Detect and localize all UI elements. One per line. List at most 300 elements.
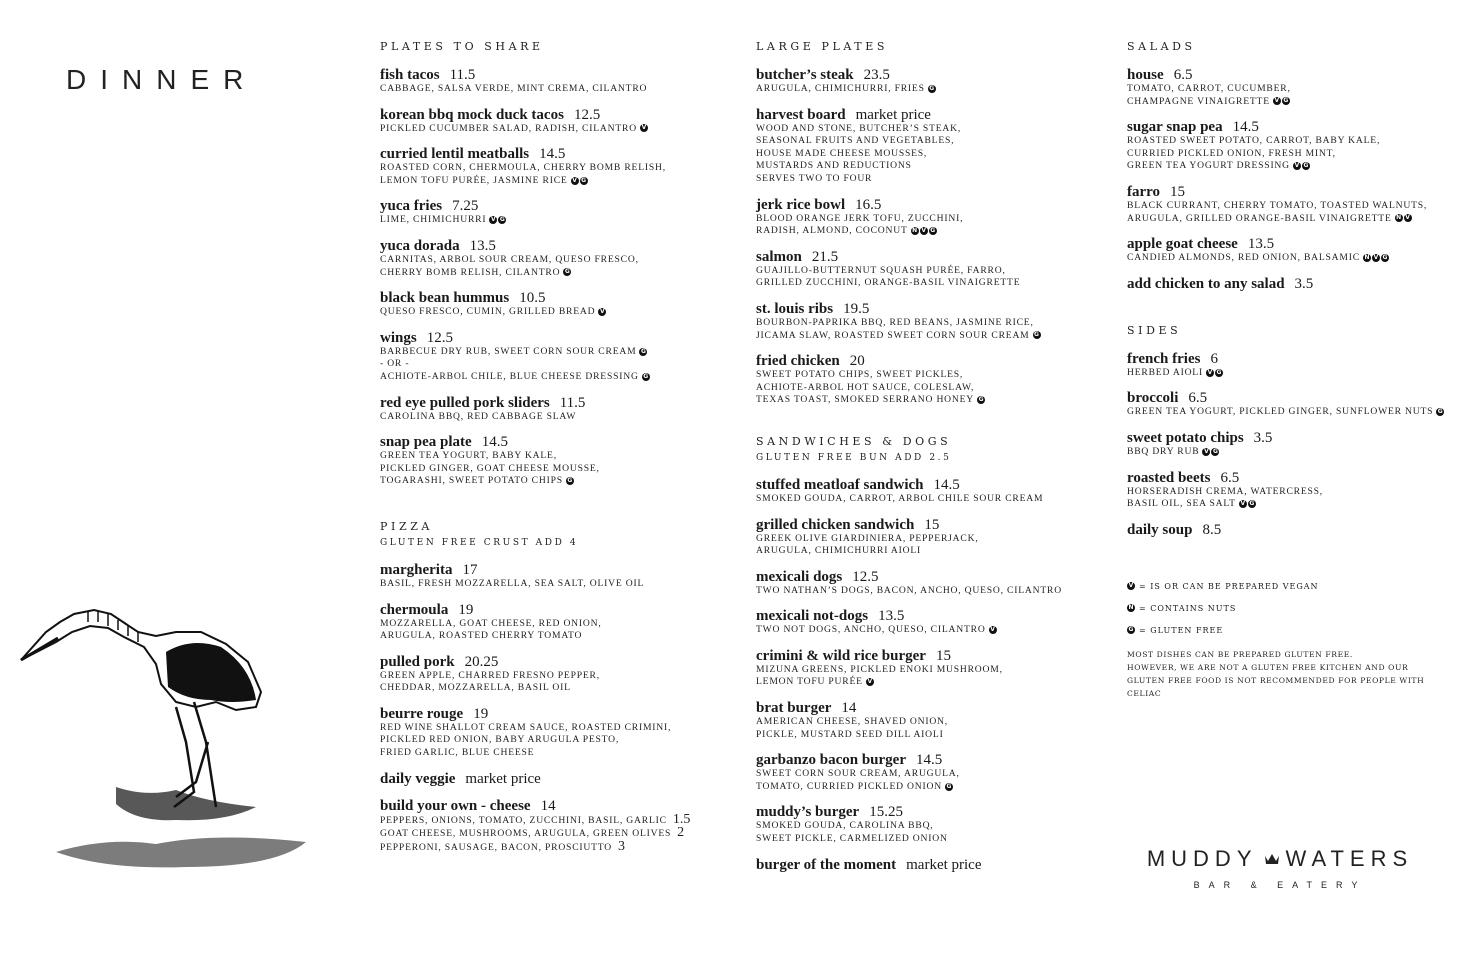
section-salads <box>1127 40 1457 292</box>
item-heading <box>756 249 1101 265</box>
brand-logo <box>1125 846 1435 890</box>
vegan-badge-icon: V <box>1294 162 1300 170</box>
item-description <box>1127 252 1457 265</box>
gluten-free-badge-icon: G <box>1212 447 1218 455</box>
menu-item <box>1127 276 1457 292</box>
item-heading <box>756 857 1101 873</box>
item-description <box>756 585 1101 598</box>
item-description <box>1127 200 1457 225</box>
item-name: daily veggie <box>380 770 456 787</box>
menu-item <box>756 608 1101 637</box>
item-heading <box>1127 522 1457 538</box>
item-description-text: RED WINE SHALLOT CREAM SAUCE, ROASTED CRIMINI, PICKLED RED ONION, BABY ARUGULA PESTO, FRIED GARLIC, BLUE CHEESE <box>380 721 672 759</box>
menu-item <box>380 330 730 384</box>
item-description-text: BLOOD ORANGE JERK TOFU, ZUCCHINI, RADISH, ALMOND, COCONUT <box>756 212 964 237</box>
item-description-text: MIZUNA GREENS, PICKLED ENOKI MUSHROOM, LEMON TOFU PURÉE <box>756 663 1003 688</box>
gluten-free-badge-icon: G <box>581 176 587 184</box>
item-description-text: SMOKED GOUDA, CAROLINA BBQ, SWEET PICKLE, CARMELIZED ONION <box>756 820 948 845</box>
gluten-free-badge-icon: G <box>1382 253 1388 261</box>
diet-badges <box>598 306 607 319</box>
gluten-free-badge-icon: G <box>499 216 505 224</box>
diet-badges <box>571 175 589 188</box>
item-heading <box>1127 470 1457 486</box>
item-heading <box>756 569 1101 585</box>
item-price: market price <box>465 770 541 787</box>
item-price: 7.25 <box>452 198 479 215</box>
vegan-badge-icon: V <box>1128 582 1134 590</box>
item-heading <box>380 654 730 670</box>
item-description-alt: - OR - <box>380 358 410 370</box>
item-price: 15 <box>935 647 951 664</box>
diet-badges <box>1293 160 1311 173</box>
menu-item <box>756 107 1101 186</box>
item-name: house <box>1127 67 1164 83</box>
menu-item <box>1127 470 1457 511</box>
item-name: sweet potato chips <box>1127 429 1244 446</box>
legend-text: = CONTAINS NUTS <box>1139 603 1237 613</box>
item-description <box>756 369 1101 407</box>
menu-item <box>756 197 1101 238</box>
gluten-free-badge-icon: G <box>564 268 570 276</box>
menu-item <box>756 477 1101 506</box>
menu-item <box>1127 430 1457 459</box>
item-price: 14.5 <box>916 752 943 769</box>
menu-item <box>756 648 1101 689</box>
item-description <box>380 670 730 695</box>
gluten-free-badge-icon: G <box>640 347 646 355</box>
item-name: broccoli <box>1127 390 1179 407</box>
vegan-badge-icon: V <box>1204 447 1209 455</box>
item-description-text: ACHIOTE-ARBOL CHILE, BLUE CHEESE DRESSING <box>380 370 639 382</box>
item-description <box>1127 367 1457 380</box>
item-price: 12.5 <box>426 329 453 346</box>
item-description-text: ROASTED SWEET POTATO, CARROT, BABY KALE, CURRIED PICKLED ONION, FRESH MINT, GREEN TEA YOGURT DRESSING <box>1127 135 1381 172</box>
menu-item <box>380 198 730 227</box>
item-name: yuca dorada <box>380 237 460 254</box>
vegan-badge-icon: V <box>921 226 926 234</box>
item-name: crimini & wild rice burger <box>756 647 926 664</box>
item-name: mexicali not-dogs <box>756 608 869 625</box>
legend-row <box>1127 626 1457 635</box>
item-name: jerk rice bowl <box>756 196 846 213</box>
menu-title: DINNER <box>66 64 258 95</box>
vegan-badge-icon: V <box>990 626 995 634</box>
item-description-text: BLACK CURRANT, CHERRY TOMATO, TOASTED WALNUTS, ARUGULA, GRILLED ORANGE-BASIL VINAIGRETTE <box>1127 199 1428 224</box>
item-heading <box>756 477 1101 493</box>
brand-name-left: MUDDY <box>1146 846 1258 871</box>
column-right <box>1127 40 1457 700</box>
menu-item <box>380 434 730 488</box>
diet-badges <box>642 371 651 384</box>
item-description-text: TWO NOT DOGS, ANCHO, QUESO, CILANTRO <box>756 624 986 636</box>
item-price: 19 <box>458 601 474 618</box>
item-description <box>380 371 730 384</box>
diet-badges <box>566 475 575 488</box>
item-price: 15 <box>924 516 940 533</box>
item-price: 21.5 <box>811 248 839 265</box>
menu-item <box>756 752 1101 793</box>
item-heading <box>1127 67 1457 83</box>
diet-badges <box>945 781 954 794</box>
item-name: apple goat cheese <box>1127 236 1238 253</box>
item-description <box>756 317 1101 342</box>
item-price: 14.5 <box>539 146 566 163</box>
item-price: 12.5 <box>852 568 879 585</box>
item-description-text: LIME, CHIMICHURRI <box>380 214 487 226</box>
item-name: wings <box>380 329 417 346</box>
item-list <box>1127 351 1457 538</box>
gluten-free-badge-icon: G <box>1283 97 1289 105</box>
item-price: 20 <box>849 353 865 370</box>
item-description <box>380 411 730 424</box>
item-name: margherita <box>380 561 453 578</box>
item-name: farro <box>1127 183 1161 200</box>
item-price: 3.5 <box>1253 429 1273 446</box>
gluten-free-badge-icon: G <box>978 396 984 404</box>
menu-item <box>756 517 1101 558</box>
menu-item <box>380 798 730 855</box>
item-price: 6 <box>1210 350 1218 367</box>
section-heading: PLATES TO SHARE <box>380 40 544 53</box>
item-name: beurre rouge <box>380 705 464 722</box>
menu-item <box>380 290 730 319</box>
menu-item <box>380 562 730 591</box>
menu-item <box>1127 351 1457 380</box>
brand-subtitle: BAR & EATERY <box>1193 880 1367 890</box>
item-description-text: TWO NATHAN’S DOGS, BACON, ANCHO, QUESO, CILANTRO <box>756 584 1062 596</box>
item-description <box>756 123 1101 186</box>
item-price: 6.5 <box>1220 469 1240 486</box>
item-list <box>756 67 1101 407</box>
diet-badges <box>1239 498 1257 511</box>
nuts-badge-icon: N <box>1396 214 1402 222</box>
item-heading <box>380 290 730 306</box>
item-list <box>380 67 730 488</box>
item-description-text: BASIL, FRESH MOZZARELLA, SEA SALT, OLIVE OIL <box>380 577 645 589</box>
menu-item <box>756 353 1101 407</box>
byo-topping-price: 3 <box>618 838 625 854</box>
item-name: snap pea plate <box>380 434 472 451</box>
item-name: butcher’s steak <box>756 67 854 83</box>
gluten-free-badge-icon: G <box>643 372 649 380</box>
menu-item <box>380 706 730 760</box>
legend-text: = GLUTEN FREE <box>1139 625 1224 635</box>
gluten-disclaimer: MOST DISHES CAN BE PREPARED GLUTEN FREE. HOWEVER, WE ARE NOT A GLUTEN FREE KITCHEN AND OUR GLUTEN FREE FOOD IS NOT RECOMMENDED FOR PEOPLE WITH CELIAC <box>1127 649 1425 698</box>
item-description <box>756 664 1101 689</box>
menu-item <box>1127 119 1457 173</box>
item-description-text: TOMATO, CARROT, CUCUMBER, CHAMPAGNE VINAIGRETTE <box>1127 83 1291 107</box>
item-heading <box>380 146 730 162</box>
item-list <box>756 477 1101 873</box>
item-name: salmon <box>756 248 802 265</box>
item-price: 10.5 <box>519 290 546 307</box>
item-price: 3.5 <box>1294 275 1314 292</box>
item-description-text: PICKLED CUCUMBER SALAD, RADISH, CILANTRO <box>380 122 637 134</box>
diet-badges <box>928 83 937 96</box>
item-price: 20.25 <box>464 653 499 670</box>
menu-item <box>380 602 730 643</box>
item-description-text: GREEN TEA YOGURT, PICKLED GINGER, SUNFLOWER NUTS <box>1127 406 1434 418</box>
item-list <box>1127 67 1457 292</box>
item-price: 23.5 <box>863 67 890 83</box>
menu-item <box>380 771 730 787</box>
byo-topping-text: GOAT CHEESE, MUSHROOMS, ARUGULA, GREEN OLIVES <box>380 828 672 840</box>
diet-badges <box>640 123 649 136</box>
item-name: daily soup <box>1127 521 1193 538</box>
item-heading <box>1127 184 1457 200</box>
item-price: 17 <box>462 561 478 578</box>
crown-icon <box>1264 853 1280 865</box>
item-heading <box>380 238 730 254</box>
section-heading: SANDWICHES & DOGS <box>756 434 952 448</box>
item-description-text: HORSERADISH CREMA, WATERCRESS, BASIL OIL, SEA SALT <box>1127 485 1324 510</box>
item-description <box>756 820 1101 845</box>
item-name: fried chicken <box>756 353 840 370</box>
item-name: burger of the moment <box>756 856 897 873</box>
item-heading <box>756 700 1101 716</box>
section-plates-to-share <box>380 40 730 488</box>
item-price: 19.5 <box>843 300 870 317</box>
byo-topping-price: 2 <box>677 825 685 841</box>
item-description-text: CABBAGE, SALSA VERDE, MINT CREMA, CILANTRO <box>380 83 648 94</box>
item-heading <box>1127 276 1457 292</box>
diet-badges <box>1395 213 1413 226</box>
menu-item <box>380 395 730 424</box>
diet-badges <box>1202 446 1220 459</box>
section-sandwiches-dogs <box>756 435 1101 873</box>
item-price: 15 <box>1170 183 1186 200</box>
item-name: curried lentil meatballs <box>380 146 530 163</box>
menu-item <box>380 238 730 279</box>
item-name: fish tacos <box>380 67 440 83</box>
item-name: black bean hummus <box>380 290 510 307</box>
section-sides <box>1127 324 1457 538</box>
byo-topping-text: PEPPERONI, SAUSAGE, BACON, PROSCIUTTO <box>380 841 612 853</box>
nuts-badge-icon: N <box>912 226 918 234</box>
vegan-badge-icon: V <box>641 124 647 132</box>
item-price: 14 <box>540 797 556 814</box>
item-description <box>380 123 730 136</box>
item-heading <box>756 67 1101 83</box>
item-description <box>756 83 1101 96</box>
item-heading <box>380 706 730 722</box>
item-price: market price <box>906 856 982 873</box>
menu-item <box>756 804 1101 845</box>
heron-skeleton-illustration <box>16 592 316 872</box>
item-name: garbanzo bacon burger <box>756 752 906 769</box>
item-price: 14.5 <box>933 476 960 493</box>
item-description <box>380 722 730 760</box>
item-price: 13.5 <box>1247 236 1275 253</box>
menu-item <box>380 146 730 187</box>
item-price: 6.5 <box>1173 67 1193 83</box>
byo-topping-price: 1.5 <box>672 811 691 827</box>
item-description-text: BOURBON-PAPRIKA BBQ, RED BEANS, JASMINE RICE, JICAMA SLAW, ROASTED SWEET CORN SOUR CREAM <box>756 316 1034 341</box>
item-name: pulled pork <box>380 653 455 670</box>
legend-text: = IS OR CAN BE PREPARED VEGAN <box>1139 581 1319 591</box>
item-heading <box>380 602 730 618</box>
item-description-text: SWEET CORN SOUR CREAM, ARUGULA, TOMATO, CURRIED PICKLED ONION <box>756 768 960 792</box>
diet-badges <box>1436 406 1445 419</box>
item-heading <box>756 752 1101 768</box>
item-price: 16.5 <box>855 196 882 213</box>
item-description-text: HERBED AIOLI <box>1127 366 1203 378</box>
item-price: 6.5 <box>1188 390 1208 407</box>
item-heading <box>1127 430 1457 446</box>
section-heading: LARGE PLATES <box>756 40 888 53</box>
item-description <box>1127 135 1457 173</box>
menu-item <box>1127 67 1457 108</box>
item-price: 11.5 <box>559 394 586 411</box>
item-price: 14 <box>841 700 857 717</box>
menu-item <box>756 569 1101 598</box>
item-price: 8.5 <box>1202 521 1222 538</box>
byo-topping-text: PEPPERS, ONIONS, TOMATO, ZUCCHINI, BASIL, GARLIC <box>380 814 667 826</box>
item-description <box>380 618 730 643</box>
item-description-text: SWEET POTATO CHIPS, SWEET PICKLES, ACHIOTE-ARBOL HOT SAUCE, COLESLAW, TEXAS TOAST, SMOKED SERRANO HONEY <box>756 369 975 406</box>
diet-badges <box>977 394 986 407</box>
item-description <box>1127 83 1457 108</box>
brand-name-right: WATERS <box>1285 846 1414 871</box>
column-left <box>380 40 730 865</box>
item-name: sugar snap pea <box>1127 119 1223 136</box>
vegan-badge-icon: V <box>600 307 605 315</box>
item-price: 15.25 <box>869 804 903 821</box>
diet-badges <box>911 225 938 238</box>
menu-item <box>756 857 1101 873</box>
gluten-free-badge-icon: G <box>1437 408 1443 416</box>
item-description <box>380 578 730 591</box>
gluten-free-badge-icon: G <box>1216 368 1222 376</box>
gluten-free-badge-icon: G <box>929 84 935 92</box>
item-description <box>1127 446 1457 459</box>
item-description-text: WOOD AND STONE, BUTCHER’S STEAK, SEASONAL FRUITS AND VEGETABLES, HOUSE MADE CHEESE MOUSSES, MUSTARDS AND REDUCTIONS SERVES TWO TO FOUR <box>756 122 962 184</box>
item-description-text: GREEN APPLE, CHARRED FRESNO PEPPER, CHEDDAR, MOZZARELLA, BASIL OIL <box>380 669 600 694</box>
item-price: 14.5 <box>481 434 508 451</box>
item-description <box>380 346 730 359</box>
vegan-badge-icon: V <box>1373 253 1379 261</box>
diet-badges <box>989 624 998 637</box>
section-heading: SALADS <box>1127 40 1196 53</box>
section-pizza <box>380 520 730 855</box>
item-name: roasted beets <box>1127 469 1211 486</box>
item-description <box>756 533 1101 558</box>
column-middle <box>756 40 1101 884</box>
gluten-free-badge-icon: G <box>1303 162 1309 170</box>
item-name: korean bbq mock duck tacos <box>380 106 564 123</box>
legend-row <box>1127 604 1457 613</box>
diet-badges <box>639 346 648 359</box>
item-price: 11.5 <box>449 67 476 83</box>
item-heading <box>756 517 1101 533</box>
item-description-text: GREEN TEA YOGURT, BABY KALE, PICKLED GINGER, GOAT CHEESE MOUSSE, TOGARASHI, SWEET POTATO CHIPS <box>380 450 600 487</box>
diet-badges <box>489 214 507 227</box>
menu-item <box>756 67 1101 96</box>
item-heading <box>756 648 1101 664</box>
byo-topping-row <box>380 827 730 841</box>
item-heading <box>756 107 1101 123</box>
nuts-badge-icon: N <box>1364 253 1370 261</box>
diet-badges <box>563 267 572 280</box>
nuts-badge-icon: N <box>1128 604 1134 612</box>
dietary-legend <box>1127 582 1457 635</box>
item-price: 13.5 <box>878 608 905 625</box>
diet-badges <box>1206 367 1224 380</box>
item-price: 12.5 <box>573 106 601 123</box>
item-name: muddy’s burger <box>756 804 860 821</box>
gluten-free-badge-icon: G <box>1128 626 1134 634</box>
item-description-text: GREEK OLIVE GIARDINIERA, PEPPERJACK, ARUGULA, CHIMICHURRI AIOLI <box>756 532 979 557</box>
item-price: market price <box>855 106 931 123</box>
vegan-badge-icon: V <box>1405 214 1410 222</box>
item-description-text: QUESO FRESCO, CUMIN, GRILLED BREAD <box>380 306 596 318</box>
item-name: stuffed meatloaf sandwich <box>756 476 924 493</box>
item-heading <box>380 562 730 578</box>
item-description <box>380 450 730 488</box>
legend-row <box>1127 582 1457 591</box>
gluten-free-badge-icon: G <box>946 782 952 790</box>
item-description <box>756 213 1101 238</box>
item-heading <box>756 301 1101 317</box>
item-description <box>380 214 730 227</box>
gluten-free-badge-icon: G <box>1249 499 1255 507</box>
item-description <box>756 265 1101 290</box>
item-description <box>756 624 1101 637</box>
item-heading <box>380 67 730 83</box>
section-heading: SIDES <box>1127 323 1182 337</box>
vegan-badge-icon: V <box>572 176 577 184</box>
item-description <box>1127 486 1457 511</box>
item-heading <box>1127 236 1457 252</box>
item-description <box>380 83 730 96</box>
item-name: french fries <box>1127 350 1201 367</box>
vegan-badge-icon: V <box>491 216 496 224</box>
menu-item <box>1127 184 1457 225</box>
vegan-badge-icon: V <box>1274 97 1280 105</box>
vegan-badge-icon: V <box>1240 499 1246 507</box>
item-description <box>380 254 730 279</box>
item-description <box>756 493 1101 506</box>
item-heading <box>380 771 730 787</box>
item-description-text: MOZZARELLA, GOAT CHEESE, RED ONION, ARUGULA, ROASTED CHERRY TOMATO <box>380 617 602 642</box>
item-name: brat burger <box>756 700 832 717</box>
item-description-text: CANDIED ALMONDS, RED ONION, BALSAMIC <box>1127 252 1360 264</box>
byo-topping-row <box>380 838 730 855</box>
item-name: yuca fries <box>380 198 443 215</box>
item-description-text: SMOKED GOUDA, CARROT, ARBOL CHILE SOUR CREAM <box>756 492 1044 504</box>
item-heading <box>1127 351 1457 367</box>
item-heading <box>380 330 730 346</box>
menu-item <box>380 654 730 695</box>
diet-badges <box>866 676 875 689</box>
diet-badges <box>1273 96 1291 109</box>
item-heading <box>1127 390 1457 406</box>
menu-item <box>1127 522 1457 538</box>
item-heading <box>756 197 1101 213</box>
item-name: add chicken to any salad <box>1127 275 1285 292</box>
item-heading <box>756 804 1101 820</box>
gluten-free-badge-icon: G <box>567 477 573 485</box>
gluten-free-badge-icon: G <box>930 226 936 234</box>
item-heading <box>380 198 730 214</box>
vegan-badge-icon: V <box>867 678 873 686</box>
item-name: grilled chicken sandwich <box>756 516 915 533</box>
menu-item <box>1127 390 1457 419</box>
item-description-text: CAROLINA BBQ, RED CABBAGE SLAW <box>380 410 577 422</box>
menu-item <box>1127 236 1457 265</box>
menu-item <box>756 700 1101 741</box>
section-note: GLUTEN FREE CRUST ADD 4 <box>380 537 579 548</box>
